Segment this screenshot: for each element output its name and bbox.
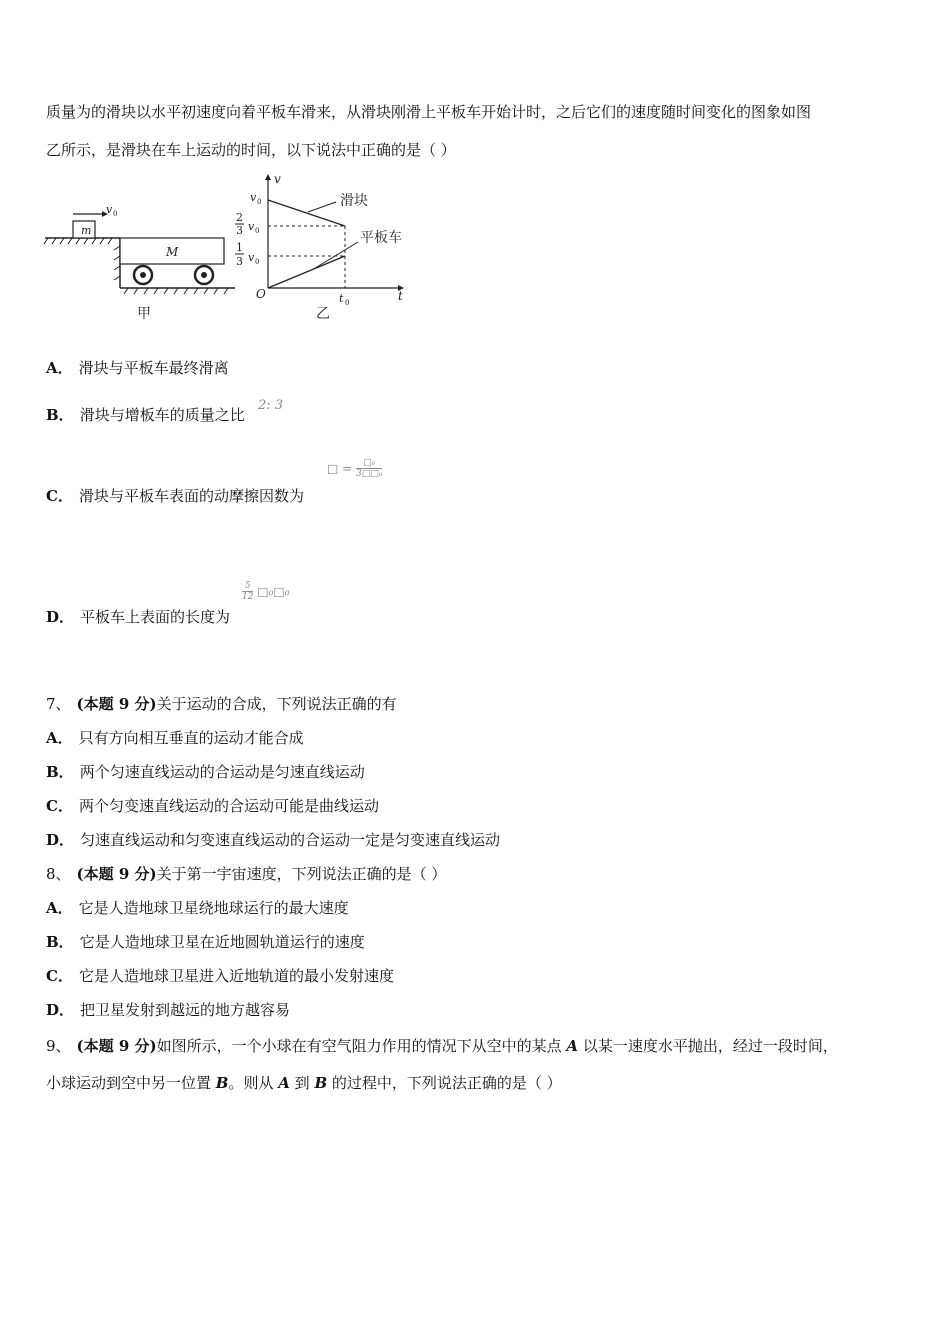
- origin-label: O: [256, 287, 266, 301]
- svg-text:0: 0: [255, 227, 260, 235]
- physics-figure: [40, 170, 420, 330]
- q8-option-d[interactable]: D． 把卫星发射到越远的地方越容易: [46, 1001, 291, 1019]
- svg-text:1: 1: [236, 241, 243, 254]
- q7-stem: 7、 (本题 9 分)关于运动的合成，下列说法正确的有: [46, 695, 397, 713]
- v0-arrow-sub: 0: [113, 210, 118, 218]
- q6-option-c[interactable]: C． 滑块与平板车表面的动摩擦因数为: [46, 487, 304, 505]
- q6-c-math: □ = $\frac{\text{□₀}}{\text{3□□₀}}$: [327, 458, 383, 479]
- svg-text:v: v: [248, 251, 255, 264]
- q8-option-c[interactable]: C． 它是人造地球卫星进入近地轨道的最小发射速度: [46, 967, 394, 985]
- svg-text:v: v: [248, 220, 255, 233]
- q8-stem: 8、 (本题 9 分)关于第一宇宙速度，下列说法正确的是（ ）: [46, 865, 447, 883]
- q7-option-b[interactable]: B． 两个匀速直线运动的合运动是匀速直线运动: [46, 763, 365, 781]
- q9-stem-line-1: 9、 (本题 9 分)如图所示，一个小球在有空气阻力作用的情况下从空中的某点 A 以某一速度水平抛出，经过一段时间，: [46, 1037, 838, 1055]
- svg-text:0: 0: [345, 299, 350, 307]
- slider-curve-label: 滑块: [340, 193, 368, 209]
- v0-arrow-label: v: [106, 203, 113, 216]
- q6-option-a[interactable]: A． 滑块与平板车最终滑离: [46, 359, 229, 377]
- q6-b-math: 2: 3: [258, 398, 284, 413]
- q9-stem-line-2: 小球运动到空中另一位置 B。则从 A 到 B 的过程中，下列说法正确的是（ ）: [46, 1074, 562, 1092]
- q6-option-d[interactable]: D． 平板车上表面的长度为: [46, 608, 231, 626]
- svg-text:3: 3: [236, 224, 243, 237]
- q6-option-b[interactable]: B． 滑块与增板车的质量之比: [46, 406, 245, 424]
- q8-option-a[interactable]: A． 它是人造地球卫星绕地球运行的最大速度: [46, 899, 349, 917]
- caption-right: 乙: [316, 306, 330, 322]
- q8-option-b[interactable]: B． 它是人造地球卫星在近地圆轨道运行的速度: [46, 933, 365, 951]
- block-label: m: [81, 224, 92, 237]
- tick-v0: v: [250, 191, 257, 204]
- caption-left: 甲: [137, 306, 151, 322]
- q6-c-text: 滑块与平板车表面的动摩擦因数为: [78, 487, 304, 505]
- intro-line-1: 质量为的滑块以水平初速度向着平板车滑来，从滑块刚滑上平板车开始计时，之后它们的速度随时间变化的图象如图: [46, 103, 812, 121]
- cart-wheels: [134, 266, 213, 284]
- cart-curve: [268, 256, 345, 288]
- q7-option-d[interactable]: D． 匀速直线运动和匀变速直线运动的合运动一定是匀变速直线运动: [46, 831, 501, 849]
- cart-label: M: [166, 245, 179, 259]
- q7-option-c[interactable]: C． 两个匀变速直线运动的合运动可能是曲线运动: [46, 797, 379, 815]
- svg-text:3: 3: [236, 255, 243, 268]
- svg-text:2: 2: [236, 211, 243, 224]
- intro-line-2: 乙所示，是滑块在车上运动的时间，以下说法中正确的是（ ）: [46, 141, 456, 159]
- cart-curve-label: 平板车: [360, 230, 402, 246]
- q7-option-a[interactable]: A． 只有方向相互垂直的运动才能合成: [46, 729, 304, 747]
- t0-label: t: [339, 292, 344, 305]
- q6-d-math: $\frac{5}{12}$ □₀□₀: [242, 581, 290, 602]
- svg-text:0: 0: [255, 258, 260, 266]
- v-axis-label: v: [274, 172, 281, 186]
- svg-text:0: 0: [257, 198, 262, 206]
- t-axis-label: t: [398, 289, 403, 303]
- slider-curve: [268, 200, 345, 226]
